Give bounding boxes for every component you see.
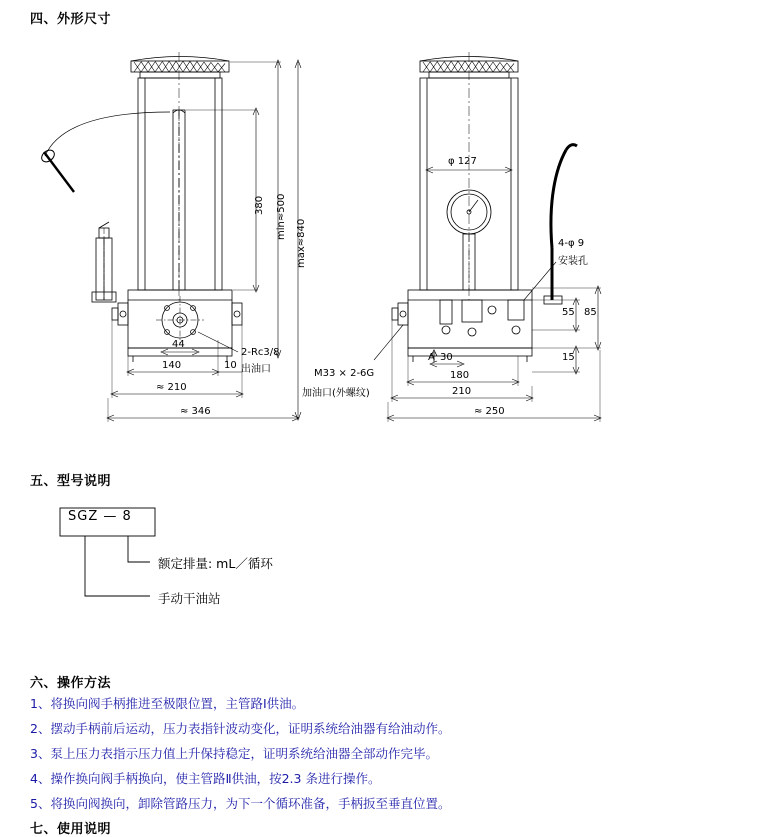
section-heading-usage: 七、使用说明 bbox=[30, 822, 112, 837]
mount-holes-spec-label: 4-φ 9 bbox=[558, 238, 585, 249]
port-spec-label: 2-Rc3/8 bbox=[241, 347, 280, 358]
dim-210-left-label: ≈ 210 bbox=[156, 382, 187, 393]
dim-380-label: 380 bbox=[254, 195, 265, 215]
dim-210-right-label: 210 bbox=[452, 386, 472, 397]
operation-step-2: 2、摆动手柄前后运动，压力表指针波动变化，证明系统给油器有给油动作。 bbox=[30, 721, 451, 736]
dia-127-label: φ 127 bbox=[448, 156, 477, 167]
operation-step-1: 1、将换向阀手柄推进至极限位置，主管路Ⅰ供油。 bbox=[30, 696, 305, 711]
dim-15-label: 15 bbox=[562, 352, 575, 363]
dim-44-label: 44 bbox=[172, 339, 185, 350]
dim-346-label: ≈ 346 bbox=[180, 406, 211, 417]
fill-thread-spec-label: M33 × 2-6G bbox=[314, 368, 375, 379]
operation-step-3: 3、泵上压力表指示压力值上升保持稳定，证明系统给油器全部动作完毕。 bbox=[30, 746, 438, 761]
dim-140-label: 140 bbox=[162, 360, 182, 371]
dim-180-label: 180 bbox=[450, 370, 470, 381]
mount-holes-name-label: 安装孔 bbox=[558, 256, 588, 267]
port-name-label: 出油口 bbox=[241, 364, 271, 375]
model-code-text: SGZ — 8 bbox=[68, 509, 132, 524]
dim-min500-label: min≈500 bbox=[276, 193, 287, 240]
section-heading-operation: 六、操作方法 bbox=[30, 676, 112, 691]
fill-port-name-label: 加油口(外螺纹) bbox=[302, 388, 370, 399]
dim-10-label: 10 bbox=[224, 360, 237, 371]
section-heading-model: 五、型号说明 bbox=[30, 474, 112, 489]
operation-step-5: 5、将换向阀换向，卸除管路压力，为下一个循环准备，手柄扳至垂直位置。 bbox=[30, 796, 451, 811]
model-name-label: 手动干油站 bbox=[158, 591, 221, 606]
model-rate-label: 额定排量: mL／循环 bbox=[158, 556, 273, 571]
dim-max840-label: max≈840 bbox=[296, 218, 307, 268]
dim-250-label: ≈ 250 bbox=[474, 406, 505, 417]
operation-step-4: 4、操作换向阀手柄换向，使主管路Ⅱ供油，按2.3 条进行操作。 bbox=[30, 771, 381, 786]
section-heading-dimensions: 四、外形尺寸 bbox=[30, 12, 112, 27]
dim-55-label: 55 bbox=[562, 307, 575, 318]
dim-85-label: 85 bbox=[584, 307, 597, 318]
dim-30-label: 30 bbox=[440, 352, 453, 363]
section-a-label: A bbox=[428, 352, 435, 363]
